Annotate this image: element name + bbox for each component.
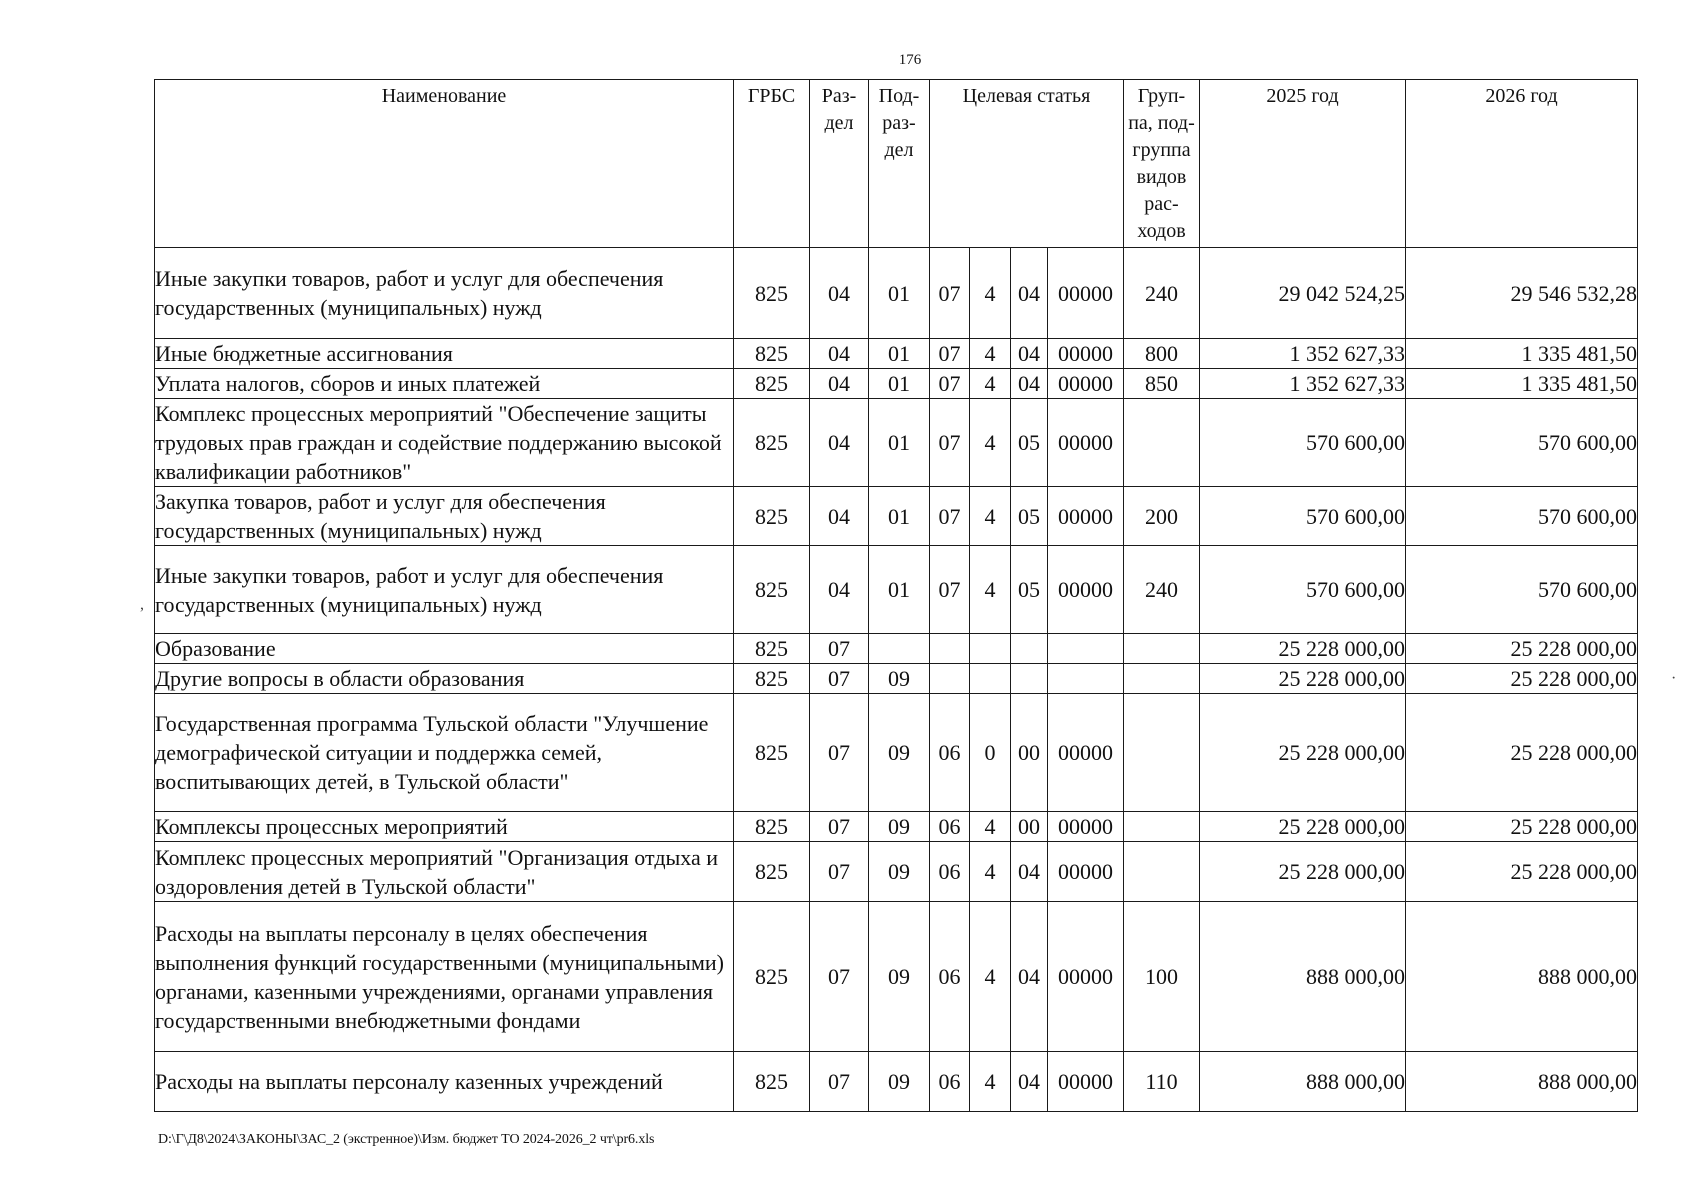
cell-amount-2026: 570 600,00 — [1406, 546, 1638, 634]
cell-razdel: 07 — [810, 694, 869, 812]
cell-amount-2025: 570 600,00 — [1200, 399, 1406, 487]
cell-amount-2025: 25 228 000,00 — [1200, 812, 1406, 842]
cell-grbs: 825 — [734, 1052, 810, 1112]
cell-grbs: 825 — [734, 399, 810, 487]
cell-amount-2026: 29 546 532,28 — [1406, 248, 1638, 339]
header-razdel: Раз- дел — [810, 80, 869, 248]
cell-target-complex: 05 — [1011, 546, 1048, 634]
table-row — [155, 339, 1638, 369]
cell-target-direction: 00000 — [1048, 842, 1124, 902]
row-name: Иные закупки товаров, работ и услуг для обеспечения государственных (муниципальных) нужд — [155, 546, 734, 634]
cell-podrazdel: 09 — [869, 694, 930, 812]
row-name: Другие вопросы в области образования — [155, 664, 734, 694]
cell-target-complex: 04 — [1011, 902, 1048, 1052]
table-row — [155, 248, 1638, 339]
cell-target-direction: 00000 — [1048, 248, 1124, 339]
cell-target-program: 07 — [930, 546, 970, 634]
cell-razdel: 04 — [810, 248, 869, 339]
cell-amount-2025: 25 228 000,00 — [1200, 842, 1406, 902]
cell-podrazdel: 09 — [869, 842, 930, 902]
table-row — [155, 1052, 1638, 1112]
cell-expense-group — [1124, 399, 1200, 487]
cell-target-program: 06 — [930, 902, 970, 1052]
cell-razdel: 07 — [810, 902, 869, 1052]
cell-target-direction: 00000 — [1048, 399, 1124, 487]
cell-target-direction: 00000 — [1048, 487, 1124, 546]
cell-target-type: 4 — [970, 902, 1011, 1052]
cell-target-program — [930, 664, 970, 694]
cell-amount-2026: 25 228 000,00 — [1406, 694, 1638, 812]
cell-amount-2025: 1 352 627,33 — [1200, 369, 1406, 399]
cell-target-complex — [1011, 664, 1048, 694]
cell-grbs: 825 — [734, 546, 810, 634]
file-path-footer: D:\Г\Д8\2024\ЗАКОНЫ\ЗАС_2 (экстренное)\Изм. бюджет ТО 2024-2026_2 чт\pr6.xls — [158, 1132, 655, 1147]
cell-target-type: 4 — [970, 248, 1011, 339]
cell-target-program — [930, 634, 970, 664]
cell-grbs: 825 — [734, 634, 810, 664]
cell-target-direction: 00000 — [1048, 902, 1124, 1052]
header-podrazdel: Под- раз- дел — [869, 80, 930, 248]
cell-expense-group — [1124, 694, 1200, 812]
cell-amount-2025: 25 228 000,00 — [1200, 664, 1406, 694]
cell-expense-group: 240 — [1124, 248, 1200, 339]
header-target-article: Целевая статья — [930, 80, 1124, 248]
cell-amount-2025: 29 042 524,25 — [1200, 248, 1406, 339]
cell-amount-2025: 25 228 000,00 — [1200, 634, 1406, 664]
table-row — [155, 694, 1638, 812]
cell-target-type: 4 — [970, 546, 1011, 634]
cell-target-type: 4 — [970, 369, 1011, 399]
cell-target-program: 06 — [930, 812, 970, 842]
cell-target-complex — [1011, 634, 1048, 664]
cell-podrazdel: 01 — [869, 248, 930, 339]
cell-grbs: 825 — [734, 842, 810, 902]
cell-target-direction: 00000 — [1048, 339, 1124, 369]
cell-target-program: 06 — [930, 1052, 970, 1112]
table-row — [155, 546, 1638, 634]
row-name: Уплата налогов, сборов и иных платежей — [155, 369, 734, 399]
table-row — [155, 369, 1638, 399]
cell-target-type — [970, 664, 1011, 694]
cell-podrazdel: 01 — [869, 546, 930, 634]
budget-table — [154, 79, 1638, 1112]
cell-amount-2025: 888 000,00 — [1200, 902, 1406, 1052]
cell-target-complex: 04 — [1011, 369, 1048, 399]
cell-razdel: 07 — [810, 664, 869, 694]
cell-target-direction: 00000 — [1048, 369, 1124, 399]
row-name: Комплекс процессных мероприятий "Организация отдыха и оздоровления детей в Тульской области" — [155, 842, 734, 902]
cell-target-program: 07 — [930, 487, 970, 546]
cell-razdel: 07 — [810, 842, 869, 902]
cell-target-complex: 04 — [1011, 842, 1048, 902]
cell-target-program: 07 — [930, 369, 970, 399]
table-row — [155, 902, 1638, 1052]
cell-grbs: 825 — [734, 664, 810, 694]
cell-amount-2026: 25 228 000,00 — [1406, 842, 1638, 902]
table-row — [155, 842, 1638, 902]
cell-amount-2026: 1 335 481,50 — [1406, 339, 1638, 369]
row-name: Иные закупки товаров, работ и услуг для обеспечения государственных (муниципальных) нужд — [155, 248, 734, 339]
cell-target-direction — [1048, 664, 1124, 694]
cell-amount-2026: 888 000,00 — [1406, 902, 1638, 1052]
cell-target-type: 4 — [970, 812, 1011, 842]
header-year-2025: 2025 год — [1200, 80, 1406, 248]
cell-podrazdel: 09 — [869, 664, 930, 694]
cell-target-type: 4 — [970, 1052, 1011, 1112]
row-name: Образование — [155, 634, 734, 664]
cell-amount-2026: 1 335 481,50 — [1406, 369, 1638, 399]
cell-podrazdel: 01 — [869, 339, 930, 369]
cell-target-direction — [1048, 634, 1124, 664]
cell-target-direction: 00000 — [1048, 1052, 1124, 1112]
cell-podrazdel: 09 — [869, 812, 930, 842]
cell-podrazdel: 09 — [869, 902, 930, 1052]
cell-expense-group — [1124, 664, 1200, 694]
row-name: Иные бюджетные ассигнования — [155, 339, 734, 369]
cell-expense-group — [1124, 812, 1200, 842]
scan-mark: , — [140, 596, 144, 613]
header-expense-group: Груп- па, под- группа видов рас- ходов — [1124, 80, 1200, 248]
table-header-row — [155, 80, 1638, 248]
cell-expense-group — [1124, 634, 1200, 664]
cell-expense-group — [1124, 842, 1200, 902]
table-row — [155, 812, 1638, 842]
header-name: Наименование — [155, 80, 734, 248]
row-name: Комплексы процессных мероприятий — [155, 812, 734, 842]
cell-target-type: 4 — [970, 487, 1011, 546]
cell-target-type — [970, 634, 1011, 664]
row-name: Комплекс процессных мероприятий "Обеспечение защиты трудовых прав граждан и содействие поддержанию высокой квалификации работников" — [155, 399, 734, 487]
cell-expense-group: 240 — [1124, 546, 1200, 634]
cell-target-complex: 00 — [1011, 812, 1048, 842]
cell-amount-2025: 1 352 627,33 — [1200, 339, 1406, 369]
cell-razdel: 04 — [810, 546, 869, 634]
cell-amount-2026: 888 000,00 — [1406, 1052, 1638, 1112]
cell-target-complex: 05 — [1011, 487, 1048, 546]
cell-razdel: 04 — [810, 399, 869, 487]
cell-target-program: 07 — [930, 399, 970, 487]
cell-target-type: 4 — [970, 339, 1011, 369]
page-number: 176 — [898, 52, 922, 68]
cell-target-program: 06 — [930, 694, 970, 812]
row-name: Закупка товаров, работ и услуг для обеспечения государственных (муниципальных) нужд — [155, 487, 734, 546]
cell-expense-group: 800 — [1124, 339, 1200, 369]
cell-podrazdel: 01 — [869, 399, 930, 487]
table-row — [155, 664, 1638, 694]
cell-target-program: 07 — [930, 248, 970, 339]
cell-podrazdel: 09 — [869, 1052, 930, 1112]
cell-target-direction: 00000 — [1048, 694, 1124, 812]
table-row — [155, 399, 1638, 487]
row-name: Расходы на выплаты персоналу казенных учреждений — [155, 1052, 734, 1112]
table-row — [155, 634, 1638, 664]
cell-expense-group: 850 — [1124, 369, 1200, 399]
cell-amount-2025: 570 600,00 — [1200, 546, 1406, 634]
cell-target-direction: 00000 — [1048, 546, 1124, 634]
cell-target-complex: 04 — [1011, 248, 1048, 339]
cell-razdel: 07 — [810, 812, 869, 842]
cell-amount-2025: 570 600,00 — [1200, 487, 1406, 546]
cell-razdel: 04 — [810, 339, 869, 369]
scan-mark: · — [1671, 670, 1677, 687]
cell-expense-group: 100 — [1124, 902, 1200, 1052]
header-grbs: ГРБС — [734, 80, 810, 248]
cell-razdel: 04 — [810, 487, 869, 546]
cell-target-complex: 04 — [1011, 1052, 1048, 1112]
cell-podrazdel: 01 — [869, 369, 930, 399]
cell-grbs: 825 — [734, 487, 810, 546]
cell-grbs: 825 — [734, 812, 810, 842]
cell-grbs: 825 — [734, 369, 810, 399]
cell-target-type: 0 — [970, 694, 1011, 812]
header-year-2026: 2026 год — [1406, 80, 1638, 248]
cell-amount-2025: 888 000,00 — [1200, 1052, 1406, 1112]
cell-razdel: 07 — [810, 1052, 869, 1112]
cell-expense-group: 110 — [1124, 1052, 1200, 1112]
cell-amount-2026: 25 228 000,00 — [1406, 812, 1638, 842]
cell-expense-group: 200 — [1124, 487, 1200, 546]
cell-target-type: 4 — [970, 399, 1011, 487]
cell-grbs: 825 — [734, 248, 810, 339]
table-row — [155, 487, 1638, 546]
cell-amount-2025: 25 228 000,00 — [1200, 694, 1406, 812]
row-name: Расходы на выплаты персоналу в целях обеспечения выполнения функций государственными (муниципальными) органами, казенными учреждениями, органами управления государственными внебюджетными фондами — [155, 902, 734, 1052]
cell-amount-2026: 25 228 000,00 — [1406, 664, 1638, 694]
row-name: Государственная программа Тульской области "Улучшение демографической ситуации и поддержка семей, воспитывающих детей, в Тульской области" — [155, 694, 734, 812]
cell-target-complex: 00 — [1011, 694, 1048, 812]
cell-grbs: 825 — [734, 902, 810, 1052]
cell-amount-2026: 25 228 000,00 — [1406, 634, 1638, 664]
cell-amount-2026: 570 600,00 — [1406, 399, 1638, 487]
cell-target-complex: 04 — [1011, 339, 1048, 369]
cell-target-direction: 00000 — [1048, 812, 1124, 842]
cell-razdel: 07 — [810, 634, 869, 664]
cell-razdel: 04 — [810, 369, 869, 399]
cell-amount-2026: 570 600,00 — [1406, 487, 1638, 546]
cell-podrazdel: 01 — [869, 487, 930, 546]
cell-podrazdel — [869, 634, 930, 664]
cell-grbs: 825 — [734, 694, 810, 812]
cell-target-type: 4 — [970, 842, 1011, 902]
cell-target-program: 07 — [930, 339, 970, 369]
cell-grbs: 825 — [734, 339, 810, 369]
cell-target-complex: 05 — [1011, 399, 1048, 487]
cell-target-program: 06 — [930, 842, 970, 902]
